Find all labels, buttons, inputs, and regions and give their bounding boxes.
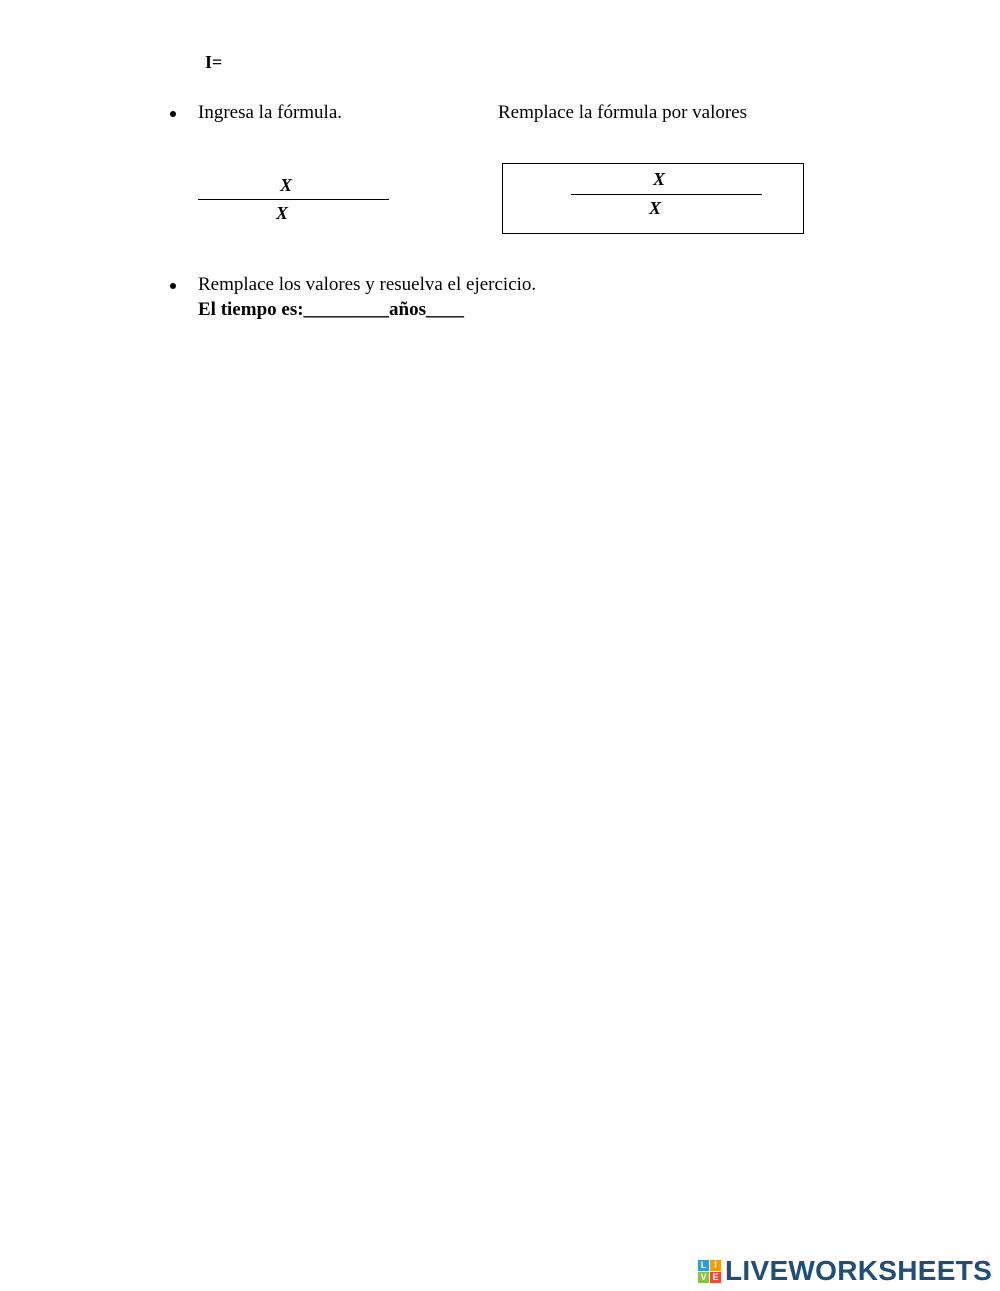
logo-letter-e: E <box>710 1272 721 1283</box>
fraction-numerator: X <box>280 175 293 195</box>
logo-icon <box>698 1260 721 1283</box>
fraction-denominator: X <box>276 203 289 223</box>
fraction-denominator: X <box>649 198 662 218</box>
instruction-replace-formula: Remplace la fórmula por valores <box>498 102 748 123</box>
fraction-bar <box>571 194 762 195</box>
answer-time-years: El tiempo es:_________años____ <box>198 299 464 320</box>
logo-letter-l: L <box>698 1260 709 1271</box>
bullet-point <box>170 111 176 117</box>
bullet-point <box>170 283 176 289</box>
interest-label: I= <box>205 52 223 72</box>
instruction-enter-formula: Ingresa la fórmula. <box>198 102 343 123</box>
formula-fraction <box>198 172 389 224</box>
values-fraction-box <box>502 163 804 234</box>
logo-letter-i: I <box>710 1260 721 1271</box>
liveworksheets-logo <box>698 1256 992 1286</box>
logo-wordmark: LIVEWORKSHEETS <box>725 1255 993 1286</box>
fraction-numerator: X <box>653 169 666 189</box>
logo-letter-v: V <box>698 1272 709 1283</box>
fraction-bar <box>198 199 389 200</box>
instruction-solve: Remplace los valores y resuelva el ejercicio. <box>198 274 537 295</box>
